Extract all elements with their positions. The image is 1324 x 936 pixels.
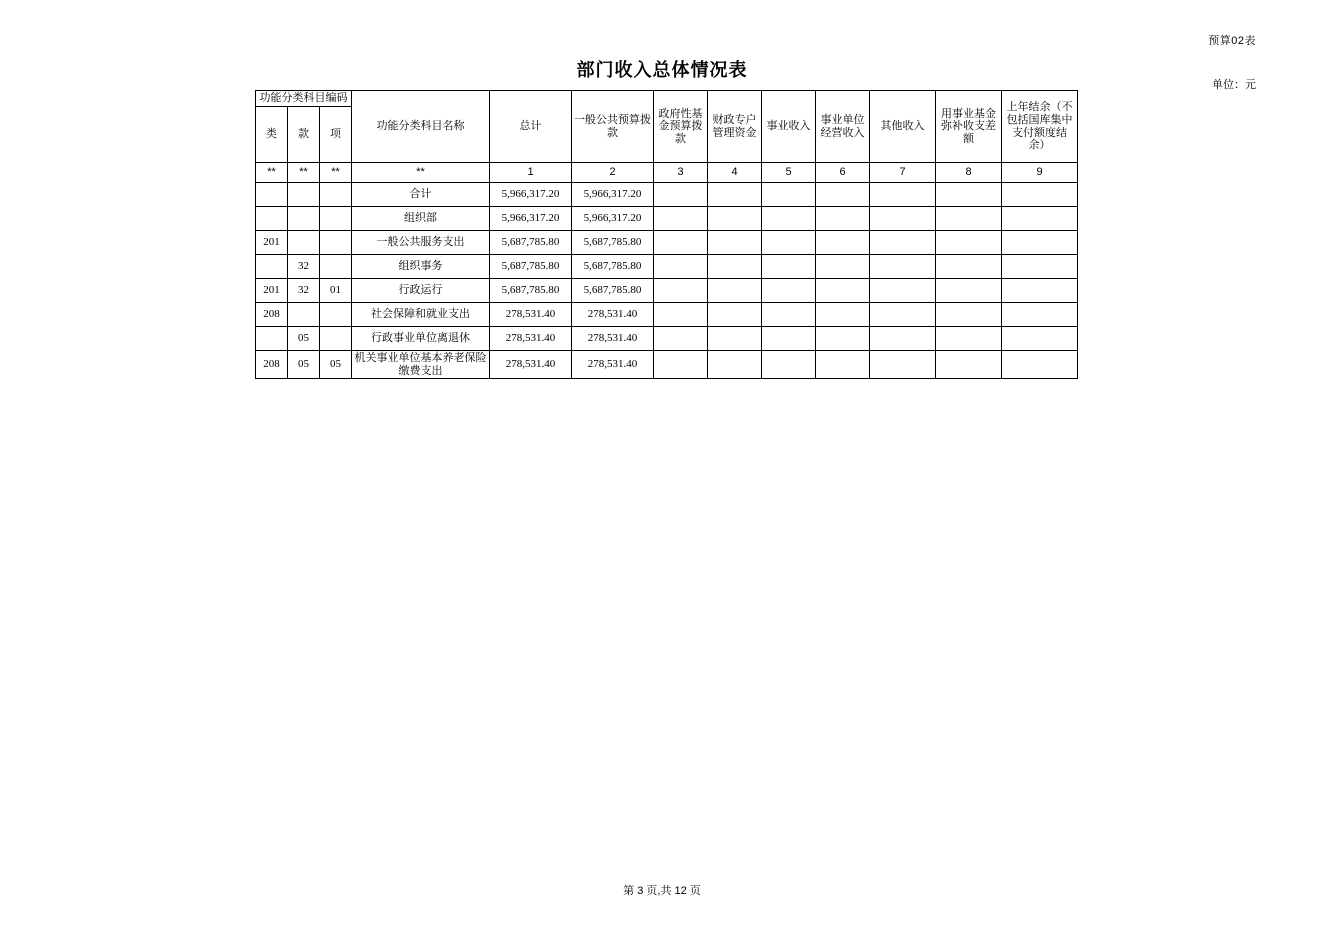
cell-name: 组织事务	[352, 255, 490, 279]
cell-name: 一般公共服务支出	[352, 231, 490, 255]
cell-special-account	[708, 327, 762, 351]
cell-name: 社会保障和就业支出	[352, 303, 490, 327]
colnum-xiang: **	[320, 163, 352, 183]
cell-total: 278,531.40	[490, 303, 572, 327]
cell-career-unit-operating	[816, 207, 870, 231]
cell-use-career-fund	[936, 231, 1002, 255]
cell-career-income	[762, 231, 816, 255]
cell-other-income	[870, 351, 936, 379]
cell-xiang	[320, 207, 352, 231]
cell-xiang: 01	[320, 279, 352, 303]
table-row	[256, 279, 1078, 303]
colnum-total: 1	[490, 163, 572, 183]
cell-gov-fund	[654, 231, 708, 255]
unit-label: 单位：元	[1212, 79, 1256, 91]
page-footer: 第 3 页,共 12 页	[623, 885, 701, 897]
cell-special-account	[708, 207, 762, 231]
cell-kuan	[288, 231, 320, 255]
table-row	[256, 255, 1078, 279]
cell-career-unit-operating	[816, 351, 870, 379]
colnum-lei: **	[256, 163, 288, 183]
cell-total: 278,531.40	[490, 351, 572, 379]
cell-other-income	[870, 207, 936, 231]
cell-special-account	[708, 351, 762, 379]
cell-kuan	[288, 183, 320, 207]
cell-career-income	[762, 327, 816, 351]
form-code-label: 预算02表	[1208, 35, 1256, 47]
cell-gov-fund	[654, 327, 708, 351]
cell-use-career-fund	[936, 255, 1002, 279]
table-row	[256, 183, 1078, 207]
cell-xiang	[320, 255, 352, 279]
colnum-kuan: **	[288, 163, 320, 183]
cell-total: 278,531.40	[490, 327, 572, 351]
cell-general-public: 5,687,785.80	[572, 255, 654, 279]
cell-special-account	[708, 303, 762, 327]
cell-use-career-fund	[936, 279, 1002, 303]
header-last-year-balance: 上年结余（不包括国库集中支付额度结余）	[1002, 91, 1078, 163]
header-use-career-fund: 用事业基金弥补收支差额	[936, 91, 1002, 163]
cell-xiang	[320, 327, 352, 351]
cell-total: 5,687,785.80	[490, 279, 572, 303]
header-career-unit-operating: 事业单位经营收入	[816, 91, 870, 163]
cell-xiang	[320, 231, 352, 255]
header-xiang: 项	[320, 107, 352, 163]
cell-name: 行政事业单位离退休	[352, 327, 490, 351]
cell-other-income	[870, 183, 936, 207]
cell-kuan: 32	[288, 255, 320, 279]
table-row	[256, 207, 1078, 231]
colnum-career-income: 5	[762, 163, 816, 183]
cell-xiang	[320, 183, 352, 207]
cell-special-account	[708, 231, 762, 255]
header-kuan: 款	[288, 107, 320, 163]
cell-career-income	[762, 183, 816, 207]
cell-lei: 208	[256, 351, 288, 379]
cell-special-account	[708, 255, 762, 279]
cell-use-career-fund	[936, 327, 1002, 351]
cell-career-unit-operating	[816, 183, 870, 207]
cell-career-unit-operating	[816, 231, 870, 255]
colnum-other-income: 7	[870, 163, 936, 183]
cell-other-income	[870, 303, 936, 327]
colnum-last-year-balance: 9	[1002, 163, 1078, 183]
cell-general-public: 5,966,317.20	[572, 207, 654, 231]
colnum-career-unit-operating: 6	[816, 163, 870, 183]
table-row	[256, 231, 1078, 255]
cell-kuan: 32	[288, 279, 320, 303]
cell-total: 5,966,317.20	[490, 183, 572, 207]
cell-last-year-balance	[1002, 255, 1078, 279]
cell-special-account	[708, 183, 762, 207]
cell-special-account	[708, 279, 762, 303]
cell-lei	[256, 207, 288, 231]
cell-last-year-balance	[1002, 231, 1078, 255]
cell-name: 行政运行	[352, 279, 490, 303]
cell-lei: 208	[256, 303, 288, 327]
cell-last-year-balance	[1002, 351, 1078, 379]
cell-total: 5,966,317.20	[490, 207, 572, 231]
cell-name: 机关事业单位基本养老保险缴费支出	[352, 351, 490, 379]
table-row	[256, 303, 1078, 327]
cell-use-career-fund	[936, 351, 1002, 379]
cell-last-year-balance	[1002, 327, 1078, 351]
cell-name: 组织部	[352, 207, 490, 231]
cell-other-income	[870, 255, 936, 279]
cell-general-public: 5,687,785.80	[572, 231, 654, 255]
cell-name: 合计	[352, 183, 490, 207]
cell-xiang: 05	[320, 351, 352, 379]
colnum-special-account: 4	[708, 163, 762, 183]
cell-career-unit-operating	[816, 279, 870, 303]
cell-lei: 201	[256, 231, 288, 255]
table-row	[256, 351, 1078, 379]
colnum-gov-fund: 3	[654, 163, 708, 183]
cell-career-unit-operating	[816, 327, 870, 351]
colnum-general-public: 2	[572, 163, 654, 183]
cell-general-public: 278,531.40	[572, 351, 654, 379]
cell-lei: 201	[256, 279, 288, 303]
cell-gov-fund	[654, 279, 708, 303]
header-general-public: 一般公共预算拨款	[572, 91, 654, 163]
cell-kuan: 05	[288, 351, 320, 379]
header-gov-fund: 政府性基金预算拨款	[654, 91, 708, 163]
cell-other-income	[870, 327, 936, 351]
cell-lei	[256, 327, 288, 351]
cell-general-public: 5,966,317.20	[572, 183, 654, 207]
header-total: 总计	[490, 91, 572, 163]
cell-total: 5,687,785.80	[490, 231, 572, 255]
cell-total: 5,687,785.80	[490, 255, 572, 279]
cell-gov-fund	[654, 255, 708, 279]
cell-career-income	[762, 351, 816, 379]
header-code-group: 功能分类科目编码	[256, 91, 352, 107]
table-header-group-row	[256, 91, 1078, 107]
page-title: 部门收入总体情况表	[576, 60, 748, 80]
table-row	[256, 327, 1078, 351]
cell-xiang	[320, 303, 352, 327]
cell-gov-fund	[654, 207, 708, 231]
header-career-income: 事业收入	[762, 91, 816, 163]
cell-lei	[256, 183, 288, 207]
budget-table	[255, 90, 1078, 379]
header-other-income: 其他收入	[870, 91, 936, 163]
cell-other-income	[870, 279, 936, 303]
cell-use-career-fund	[936, 183, 1002, 207]
cell-kuan	[288, 303, 320, 327]
cell-career-unit-operating	[816, 255, 870, 279]
cell-general-public: 278,531.40	[572, 327, 654, 351]
cell-general-public: 278,531.40	[572, 303, 654, 327]
table-column-number-row	[256, 163, 1078, 183]
cell-career-income	[762, 207, 816, 231]
cell-lei	[256, 255, 288, 279]
cell-career-unit-operating	[816, 303, 870, 327]
cell-last-year-balance	[1002, 183, 1078, 207]
colnum-name: **	[352, 163, 490, 183]
cell-last-year-balance	[1002, 207, 1078, 231]
header-subject-name: 功能分类科目名称	[352, 91, 490, 163]
header-lei: 类	[256, 107, 288, 163]
header-special-account: 财政专户管理资金	[708, 91, 762, 163]
cell-other-income	[870, 231, 936, 255]
cell-use-career-fund	[936, 303, 1002, 327]
cell-general-public: 5,687,785.80	[572, 279, 654, 303]
cell-career-income	[762, 255, 816, 279]
cell-kuan	[288, 207, 320, 231]
colnum-use-career-fund: 8	[936, 163, 1002, 183]
cell-last-year-balance	[1002, 279, 1078, 303]
cell-kuan: 05	[288, 327, 320, 351]
cell-use-career-fund	[936, 207, 1002, 231]
cell-last-year-balance	[1002, 303, 1078, 327]
cell-career-income	[762, 279, 816, 303]
cell-gov-fund	[654, 351, 708, 379]
cell-gov-fund	[654, 303, 708, 327]
cell-gov-fund	[654, 183, 708, 207]
cell-career-income	[762, 303, 816, 327]
